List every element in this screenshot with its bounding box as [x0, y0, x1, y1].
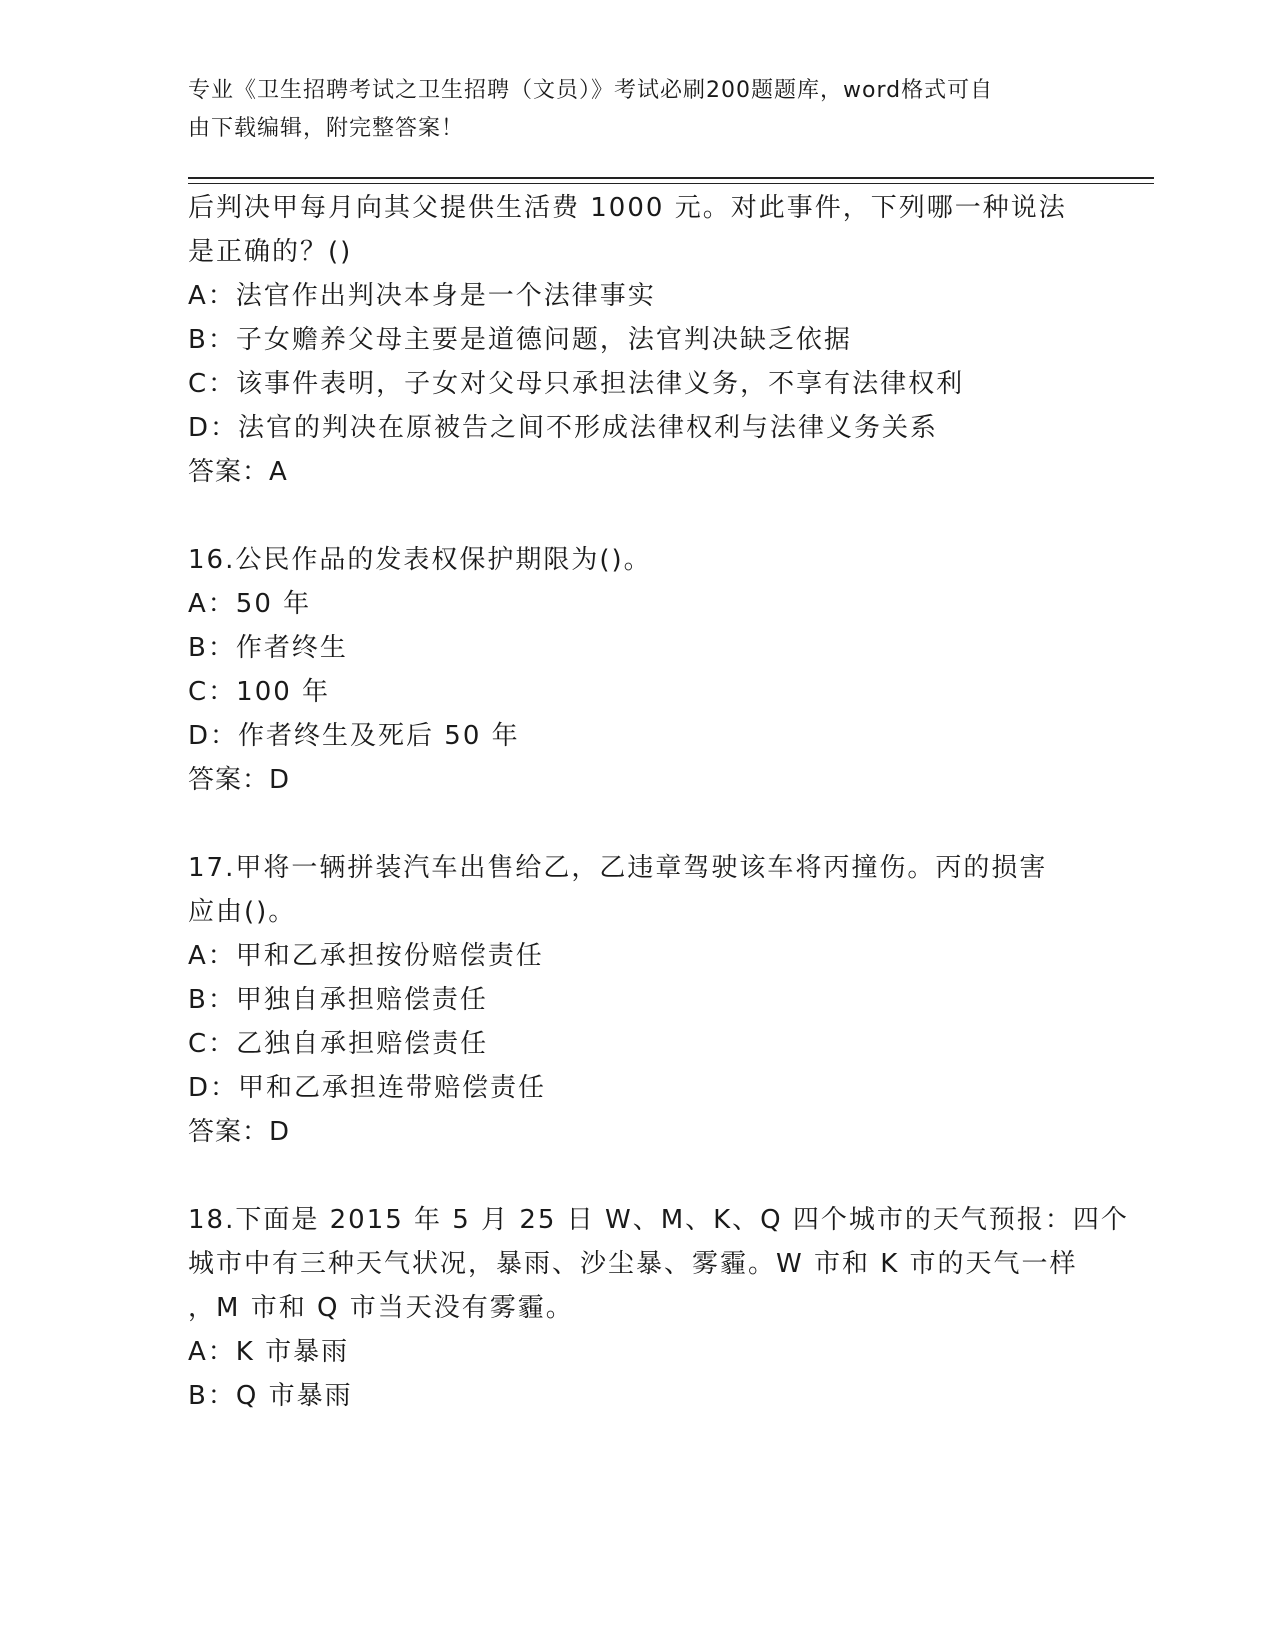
q15-answer: 答案：A: [188, 457, 288, 487]
header-divider-thin: [188, 183, 1154, 184]
q17-option-c: C：乙独自承担赔偿责任: [188, 1029, 489, 1059]
q16-option-a: A：50 年: [188, 589, 312, 619]
q17-option-d: D：甲和乙承担连带赔偿责任: [188, 1073, 547, 1103]
q17-option-a: A：甲和乙承担按份赔偿责任: [188, 941, 544, 971]
q17-stem-line-2: 应由()。: [188, 897, 297, 927]
q16-option-c: C：100 年: [188, 677, 331, 707]
q18-option-a: A：K 市暴雨: [188, 1337, 350, 1367]
header-line-2: 由下载编辑，附完整答案！: [188, 116, 465, 141]
header-line-1: 专业《卫生招聘考试之卫生招聘（文员）》考试必刷200题题库，word格式可自: [188, 78, 994, 103]
q15-stem-line-2: 是正确的？(): [188, 237, 353, 267]
q15-stem-line-1: 后判决甲每月向其父提供生活费 1000 元。对此事件，下列哪一种说法: [188, 193, 1067, 223]
q18-option-b: B：Q 市暴雨: [188, 1381, 353, 1411]
q15-option-d: D：法官的判决在原被告之间不形成法律权利与法律义务关系: [188, 413, 939, 443]
header-divider-thick: [188, 177, 1154, 179]
q16-option-b: B：作者终生: [188, 633, 348, 663]
q18-stem-line-2: 城市中有三种天气状况，暴雨、沙尘暴、雾霾。W 市和 K 市的天气一样: [188, 1249, 1078, 1279]
q18-stem-line-3: ，M 市和 Q 市当天没有雾霾。: [188, 1293, 574, 1323]
q16-stem-line-1: 16.公民作品的发表权保护期限为()。: [188, 545, 652, 575]
document-header: [188, 72, 1088, 148]
q15-option-a: A：法官作出判决本身是一个法律事实: [188, 281, 656, 311]
q18-stem-line-1: 18.下面是 2015 年 5 月 25 日 W、M、K、Q 四个城市的天气预报：四个: [188, 1205, 1129, 1235]
q17-stem-line-1: 17.甲将一辆拼装汽车出售给乙，乙违章驾驶该车将丙撞伤。丙的损害: [188, 853, 1048, 883]
q17-answer: 答案：D: [188, 1117, 291, 1147]
q16-answer: 答案：D: [188, 765, 291, 795]
q15-option-b: B：子女赡养父母主要是道德问题，法官判决缺乏依据: [188, 325, 852, 355]
q16-option-d: D：作者终生及死后 50 年: [188, 721, 520, 751]
q15-option-c: C：该事件表明，子女对父母只承担法律义务，不享有法律权利: [188, 369, 965, 399]
q17-option-b: B：甲独自承担赔偿责任: [188, 985, 488, 1015]
